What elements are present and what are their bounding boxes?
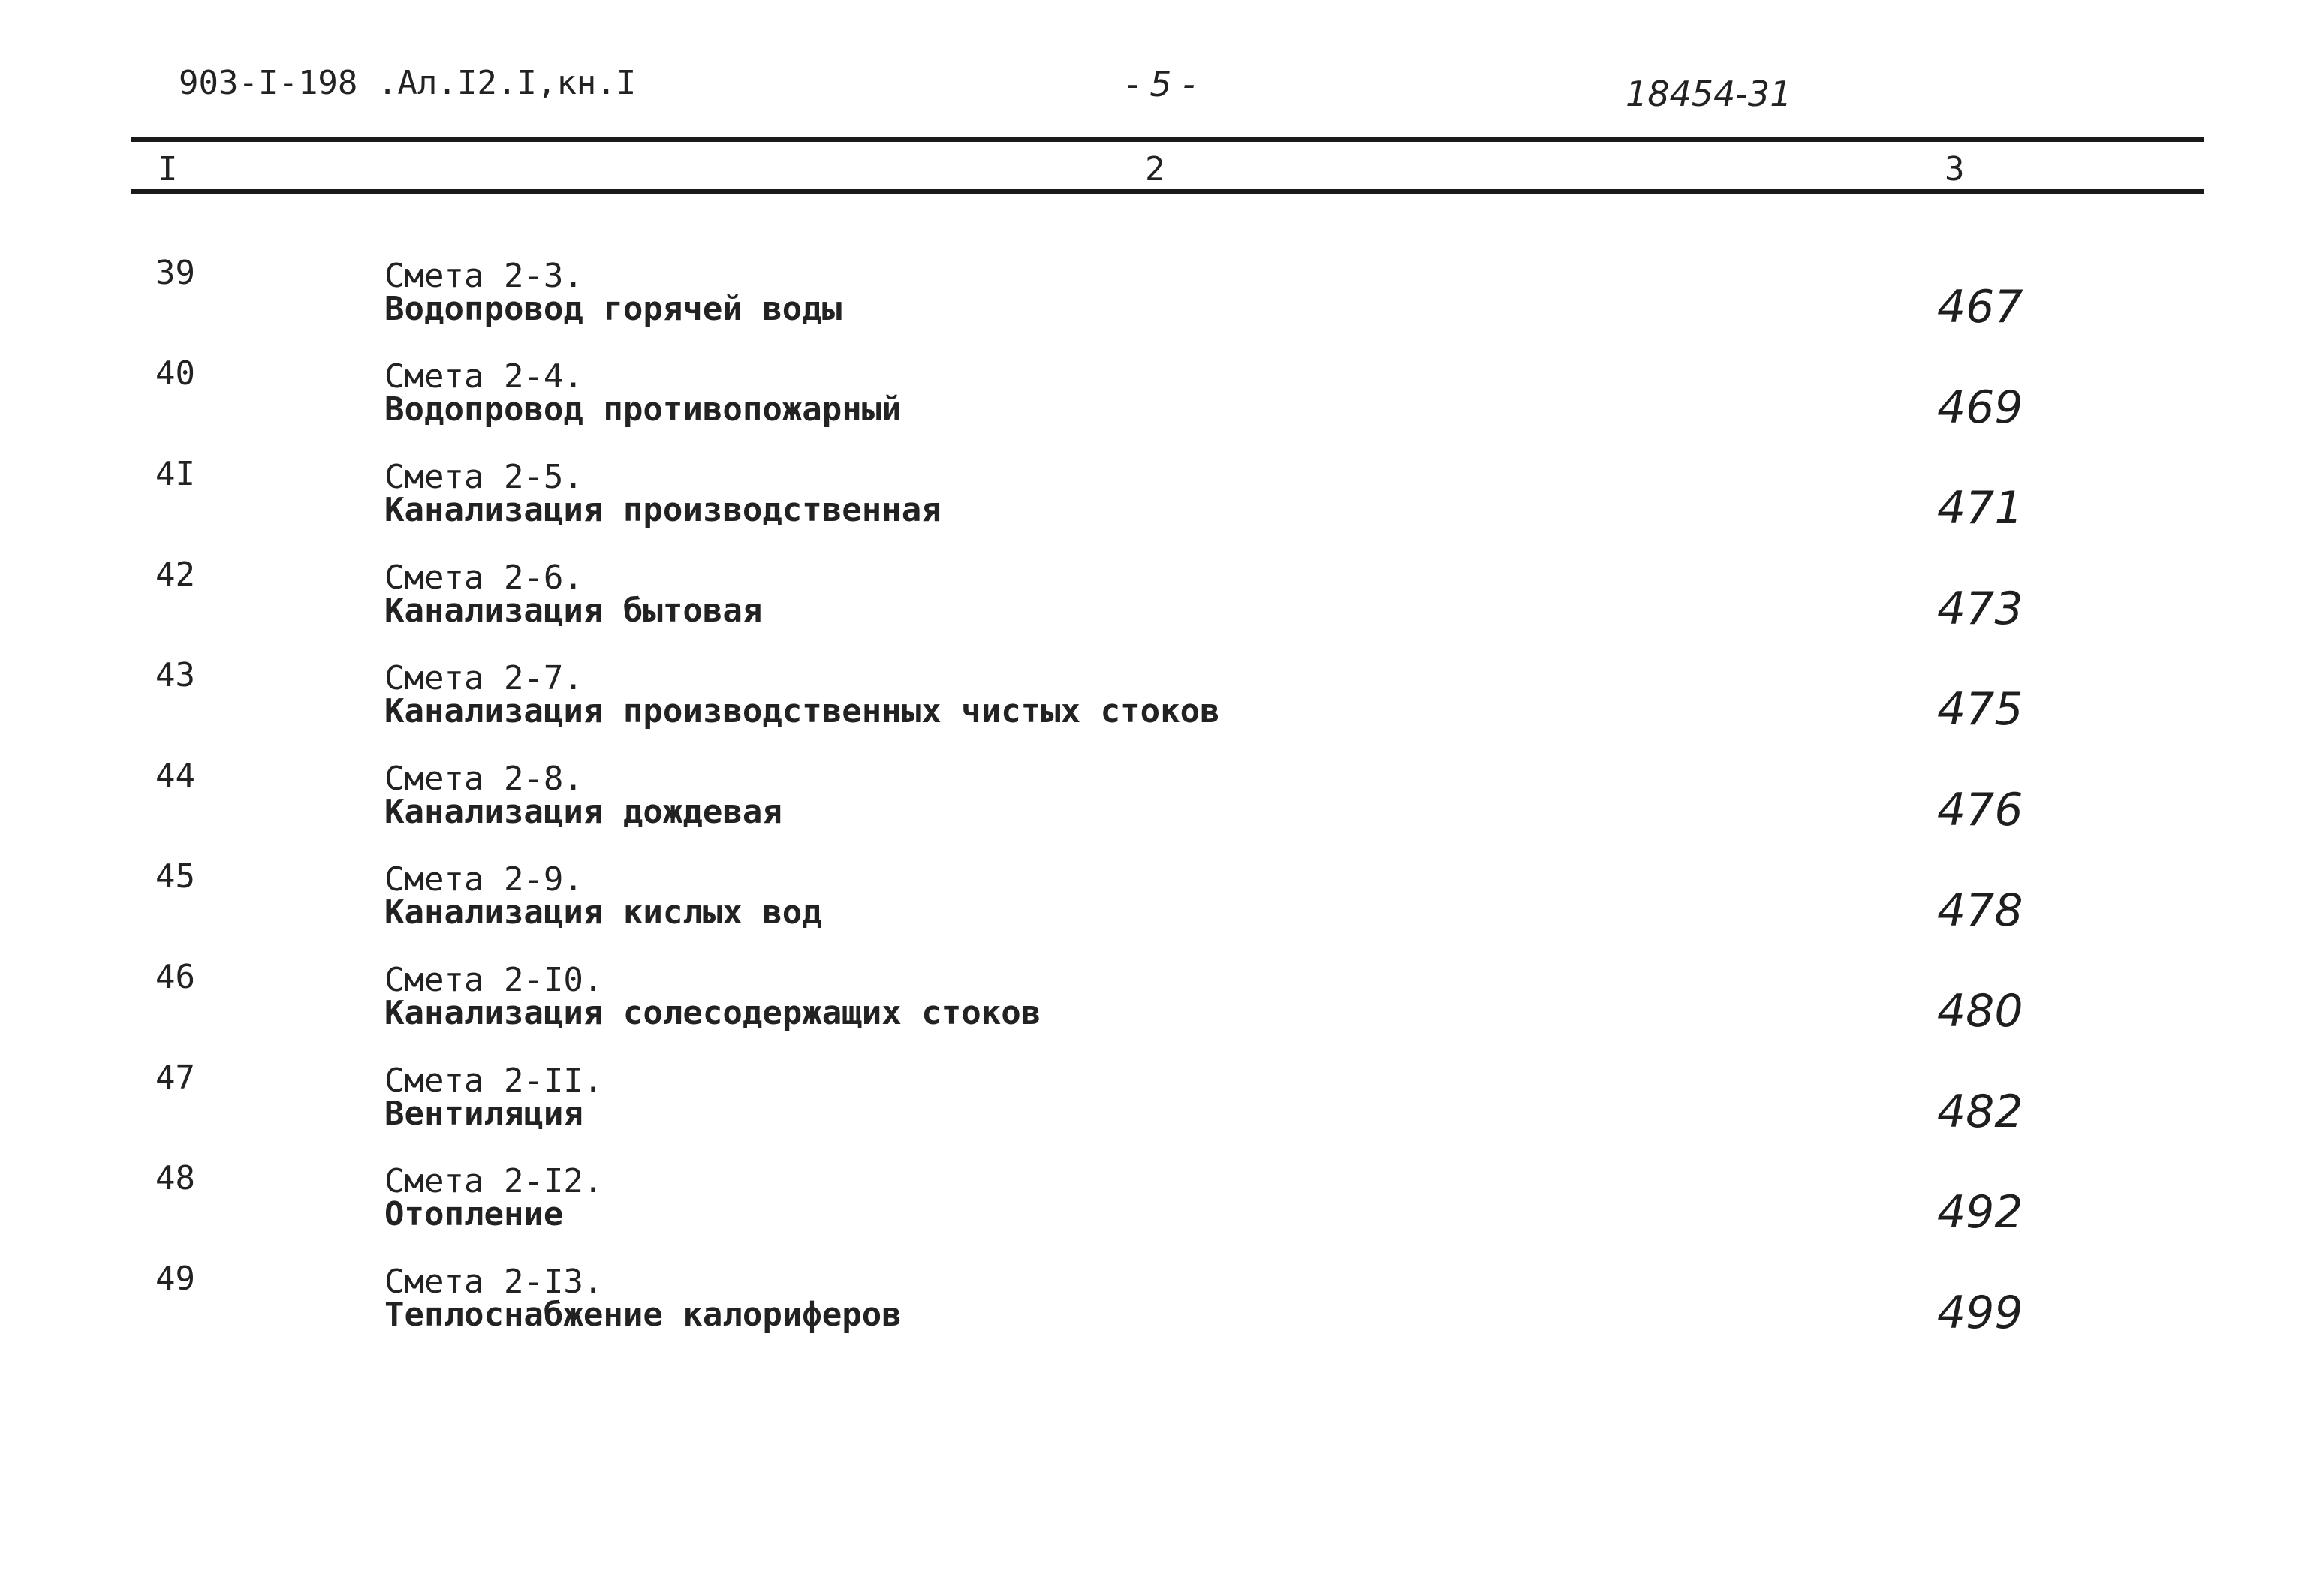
estimate-label: Смета 2-I0. — [384, 961, 604, 999]
table-row — [0, 757, 2305, 857]
document-number: 18454-31 — [1626, 74, 1792, 114]
table-row — [0, 1058, 2305, 1159]
estimate-title: Водопровод противопожарный — [384, 390, 902, 429]
estimate-label: Смета 2-4. — [384, 357, 583, 396]
table-row — [0, 354, 2305, 455]
page-reference: 473 — [1937, 583, 2023, 635]
estimate-title: Отопление — [384, 1195, 564, 1233]
page-reference: 469 — [1937, 381, 2023, 434]
estimate-title: Канализация производственных чистых стоков — [384, 692, 1220, 730]
estimate-label: Смета 2-9. — [384, 860, 583, 899]
estimate-label: Смета 2-3. — [384, 257, 583, 295]
page-number: - 5 - — [1126, 64, 1195, 104]
estimate-label: Смета 2-I3. — [384, 1263, 604, 1301]
table-row — [0, 254, 2305, 354]
page-reference: 467 — [1937, 281, 2023, 333]
page-reference: 482 — [1937, 1086, 2023, 1138]
column-header-1: I — [158, 150, 178, 188]
table-row — [0, 857, 2305, 958]
page-reference: 499 — [1937, 1287, 2023, 1339]
row-number: 4I — [155, 455, 195, 493]
row-number: 40 — [155, 354, 195, 393]
table-row — [0, 556, 2305, 656]
estimate-title: Канализация дождевая — [384, 793, 782, 831]
estimate-title: Водопровод горячей воды — [384, 290, 842, 328]
row-number: 42 — [155, 556, 195, 594]
column-header-2: 2 — [1145, 150, 1165, 188]
estimate-label: Смета 2-5. — [384, 458, 583, 496]
header-rule-bottom — [131, 189, 2204, 194]
estimate-label: Смета 2-II. — [384, 1061, 604, 1100]
estimate-title: Теплоснабжение калориферов — [384, 1296, 902, 1334]
page-reference: 478 — [1937, 884, 2023, 937]
row-number: 43 — [155, 656, 195, 694]
page-reference: 475 — [1937, 683, 2023, 736]
document-code: 903-I-198 .Ал.I2.I,кн.I — [179, 64, 637, 102]
page-reference: 492 — [1937, 1186, 2023, 1239]
estimate-title: Канализация кислых вод — [384, 893, 822, 932]
page-reference: 471 — [1937, 482, 2023, 535]
column-header-3: 3 — [1945, 150, 1965, 188]
header-rule-top — [131, 137, 2204, 142]
estimate-title: Вентиляция — [384, 1095, 583, 1133]
row-number: 49 — [155, 1260, 195, 1298]
row-number: 46 — [155, 958, 195, 996]
row-number: 44 — [155, 757, 195, 795]
row-number: 39 — [155, 254, 195, 292]
estimate-title: Канализация бытовая — [384, 592, 763, 630]
table-row — [0, 656, 2305, 757]
row-number: 48 — [155, 1159, 195, 1197]
estimate-label: Смета 2-8. — [384, 760, 583, 798]
estimate-label: Смета 2-6. — [384, 559, 583, 597]
estimate-label: Смета 2-I2. — [384, 1162, 604, 1200]
estimate-title: Канализация солесодержащих стоков — [384, 994, 1041, 1032]
table-row — [0, 1260, 2305, 1360]
row-number: 47 — [155, 1058, 195, 1097]
table-row — [0, 455, 2305, 556]
estimate-label: Смета 2-7. — [384, 659, 583, 697]
table-row — [0, 958, 2305, 1058]
table-row — [0, 1159, 2305, 1260]
row-number: 45 — [155, 857, 195, 896]
page-reference: 480 — [1937, 985, 2023, 1037]
estimate-title: Канализация производственная — [384, 491, 942, 529]
page-reference: 476 — [1937, 784, 2023, 836]
